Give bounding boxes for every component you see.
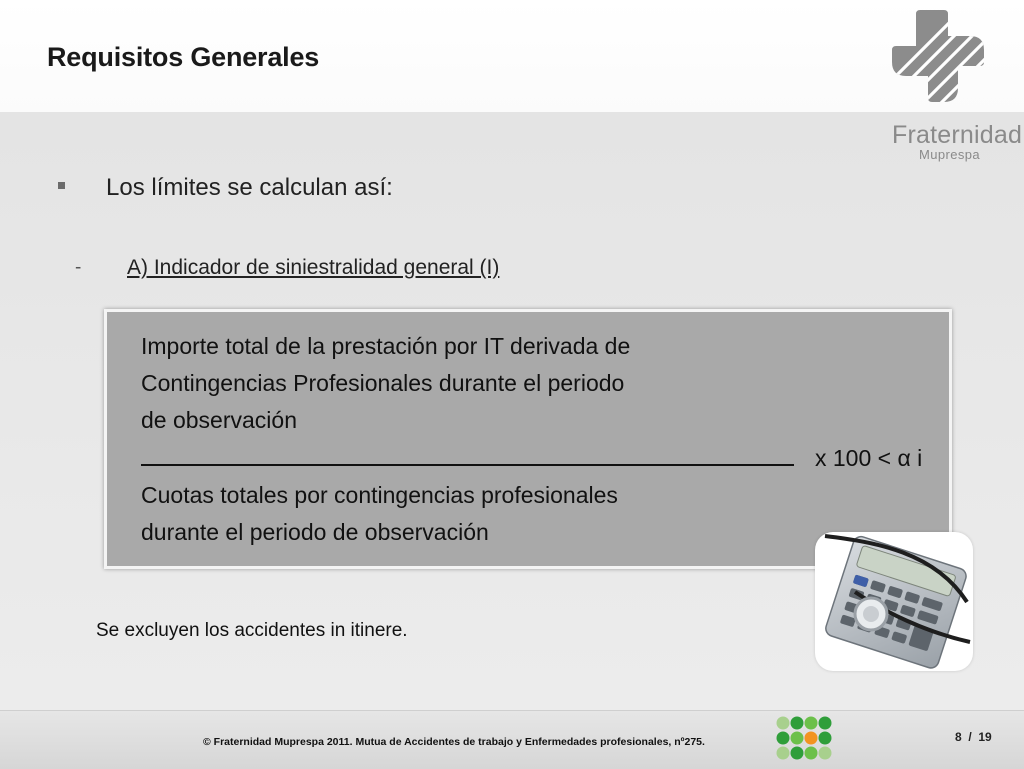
page-current: 8 (955, 730, 962, 744)
footer-dot (805, 747, 818, 760)
footer-dot (791, 732, 804, 745)
bullet-text: Los límites se calculan así: (106, 174, 393, 201)
page-separator: / (968, 730, 972, 744)
footer-copyright: © Fraternidad Muprespa 2011. Mutua de Accidentes de trabajo y Enfermedades profesionales, nº275. (203, 736, 705, 748)
denominator-line-1: Cuotas totales por contingencias profesionales (141, 482, 618, 508)
footer-dot (777, 747, 790, 760)
footer-dot (819, 732, 832, 745)
page-number (955, 730, 992, 744)
footer-dot (777, 717, 790, 730)
logo-name: Fraternidad (892, 121, 1023, 149)
page-total: 19 (978, 730, 992, 744)
footer-dots-logo-icon (775, 715, 833, 761)
footer-dot (805, 732, 818, 745)
bullet-square-icon (58, 182, 65, 189)
calculator-stethoscope-image (815, 532, 973, 671)
numerator-line-1: Importe total de la prestación por IT derivada de (141, 333, 631, 359)
slide-title: Requisitos Generales (47, 42, 320, 72)
dash-marker: - (75, 257, 82, 278)
numerator-line-3: de observación (141, 407, 297, 433)
fraternidad-logo-icon (886, 6, 990, 106)
exclusion-note: Se excluyen los accidentes in itinere. (96, 620, 408, 641)
footer-dot (777, 732, 790, 745)
denominator-line-2: durante el periodo de observación (141, 519, 489, 545)
footer-dot (819, 717, 832, 730)
subheading: A) Indicador de siniestralidad general (I) (127, 256, 500, 279)
logo-subtitle: Muprespa (919, 147, 981, 162)
numerator-line-2: Contingencias Profesionales durante el periodo (141, 370, 625, 396)
footer-dot (805, 717, 818, 730)
multiplier: x 100 < α i (815, 445, 923, 471)
footer-dot (791, 717, 804, 730)
footer-dot (819, 747, 832, 760)
calculator-icon (815, 532, 973, 671)
formula-box (104, 309, 952, 569)
fraction-bar (141, 464, 794, 466)
footer-dot (791, 747, 804, 760)
